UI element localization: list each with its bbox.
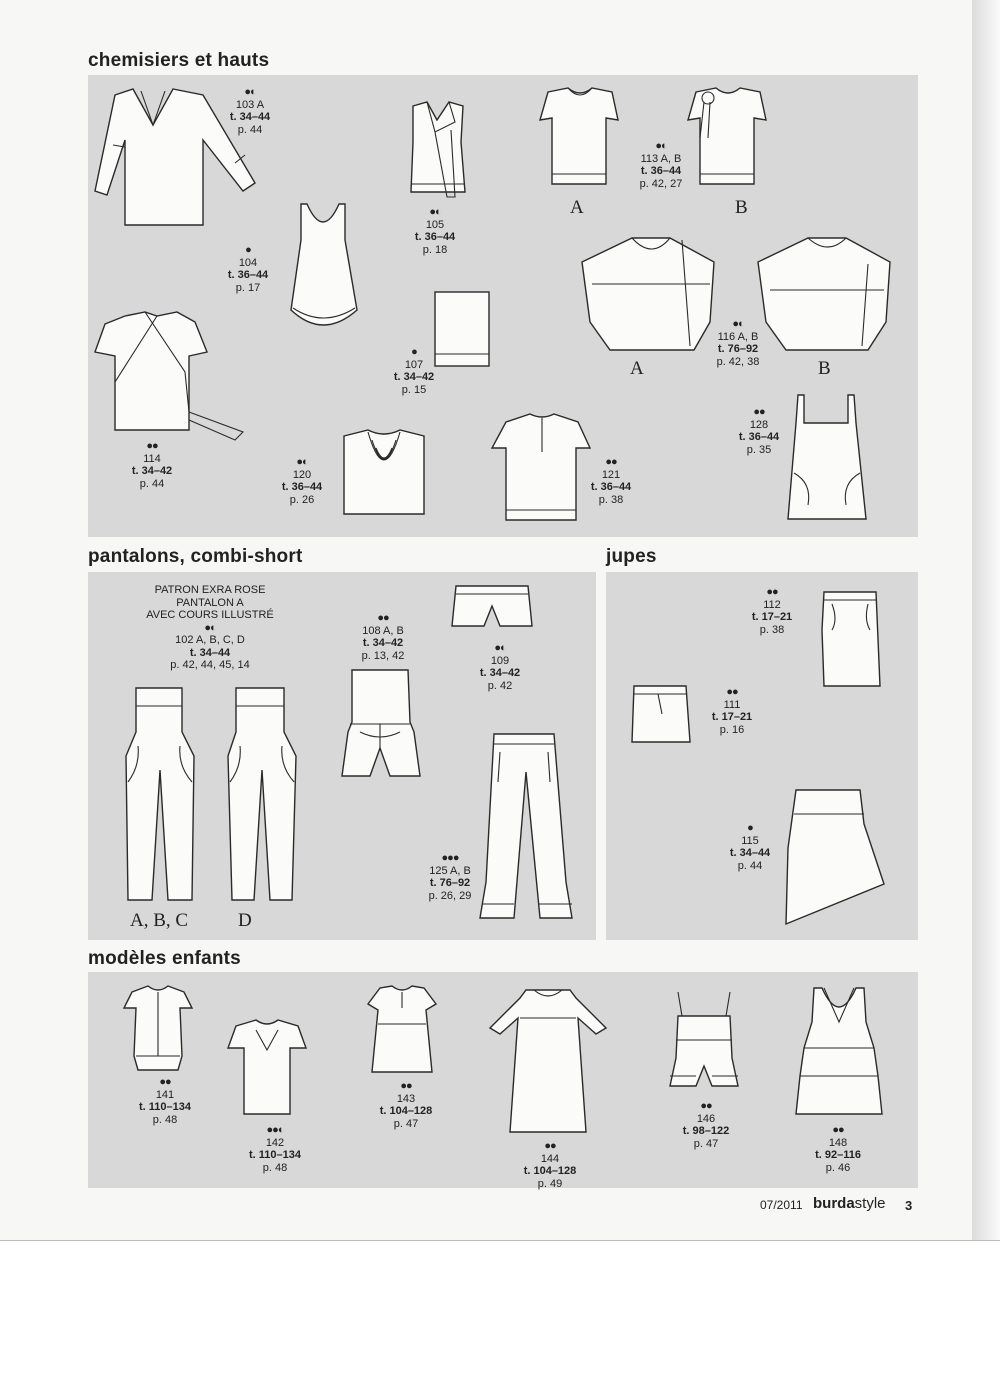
label-146: ●● 146 t. 98–122 p. 47 <box>682 1100 730 1150</box>
label-128: ●● 128 t. 36–44 p. 35 <box>738 406 780 456</box>
letter-102-abc: A, B, C <box>130 910 189 931</box>
section-title-kids: modèles enfants <box>88 948 241 969</box>
footer-brand <box>813 1195 886 1212</box>
garment-144-illustration <box>486 988 610 1136</box>
letter-116-a: A <box>630 358 644 379</box>
scan-bottom-margin <box>0 1240 1000 1376</box>
label-103: ●◐ 103 A t. 34–44 p. 44 <box>229 86 271 136</box>
garment-112-illustration <box>818 590 884 690</box>
label-125: ●●● 125 A, B t. 76–92 p. 26, 29 <box>428 852 472 902</box>
garment-146-illustration <box>668 988 740 1090</box>
garment-109-illustration <box>452 584 534 630</box>
garment-141-illustration <box>122 986 194 1074</box>
label-143: ●● 143 t. 104–128 p. 47 <box>379 1080 433 1130</box>
label-111: ●● 111 t. 17–21 p. 16 <box>711 686 753 736</box>
label-148: ●● 148 t. 92–116 p. 46 <box>815 1124 861 1174</box>
label-141: ●● 141 t. 110–134 p. 48 <box>139 1076 191 1126</box>
garment-116b-illustration <box>758 234 893 356</box>
garment-148-illustration <box>794 986 884 1120</box>
brand-style: style <box>854 1195 886 1212</box>
garment-111-illustration <box>628 684 694 746</box>
garment-120-illustration <box>338 428 433 518</box>
footer-issue-date: 07/2011 <box>760 1198 803 1212</box>
section-title-pants: pantalons, combi-short <box>88 546 303 567</box>
label-114: ●● 114 t. 34–42 p. 44 <box>131 440 173 490</box>
label-115: ● 115 t. 34–44 p. 44 <box>729 822 771 872</box>
garment-125-illustration <box>478 732 578 924</box>
label-104: ● 104 t. 36–44 p. 17 <box>227 244 269 294</box>
section-title-skirts: jupes <box>606 546 657 567</box>
label-116: ●◐ 116 A, B t. 76–92 p. 42, 38 <box>716 318 760 368</box>
garment-104-illustration <box>283 200 363 335</box>
label-144: ●● 144 t. 104–128 p. 49 <box>523 1140 577 1190</box>
page-edge-shadow <box>972 0 1000 1240</box>
garment-116a-illustration <box>582 234 717 356</box>
garment-113b-illustration <box>688 88 768 193</box>
label-142: ●●◐ 142 t. 110–134 p. 48 <box>249 1124 301 1174</box>
label-120: ●◐ 120 t. 36–44 p. 26 <box>281 456 323 506</box>
garment-108-illustration <box>340 668 422 780</box>
garment-121-illustration <box>492 412 592 522</box>
label-107: ● 107 t. 34–42 p. 15 <box>393 346 435 396</box>
letter-102-d: D <box>238 910 252 931</box>
garment-115-illustration <box>784 788 888 928</box>
letter-116-b: B <box>818 358 831 379</box>
label-108: ●● 108 A, B t. 34–42 p. 13, 42 <box>361 612 405 662</box>
label-113: ●◐ 113 A, B t. 36–44 p. 42, 27 <box>639 140 683 190</box>
letter-113-a: A <box>570 197 584 218</box>
letter-113-b: B <box>735 197 748 218</box>
page-number: 3 <box>905 1198 913 1213</box>
garment-143-illustration <box>366 984 438 1076</box>
garment-105-illustration <box>405 102 470 202</box>
label-102: PATRON EXRA ROSE PANTALON A AVEC COURS ILLUSTRÉ ●◐ 102 A, B, C, D t. 34–44 p. 42, 44, 45, 14 <box>146 584 274 671</box>
brand-burda: burda <box>813 1195 855 1212</box>
label-112: ●● 112 t. 17–21 p. 38 <box>751 586 793 636</box>
garment-113a-illustration <box>540 88 620 193</box>
section-title-tops: chemisiers et hauts <box>88 50 270 71</box>
garment-114-illustration <box>95 312 245 450</box>
garment-128-illustration <box>782 393 872 523</box>
garment-142-illustration <box>226 1020 308 1118</box>
label-121: ●● 121 t. 36–44 p. 38 <box>590 456 632 506</box>
garment-102-d-illustration <box>222 686 302 904</box>
label-109: ●◐ 109 t. 34–42 p. 42 <box>479 642 521 692</box>
garment-102-abc-illustration <box>120 686 200 904</box>
label-105: ●◐ 105 t. 36–44 p. 18 <box>414 206 456 256</box>
